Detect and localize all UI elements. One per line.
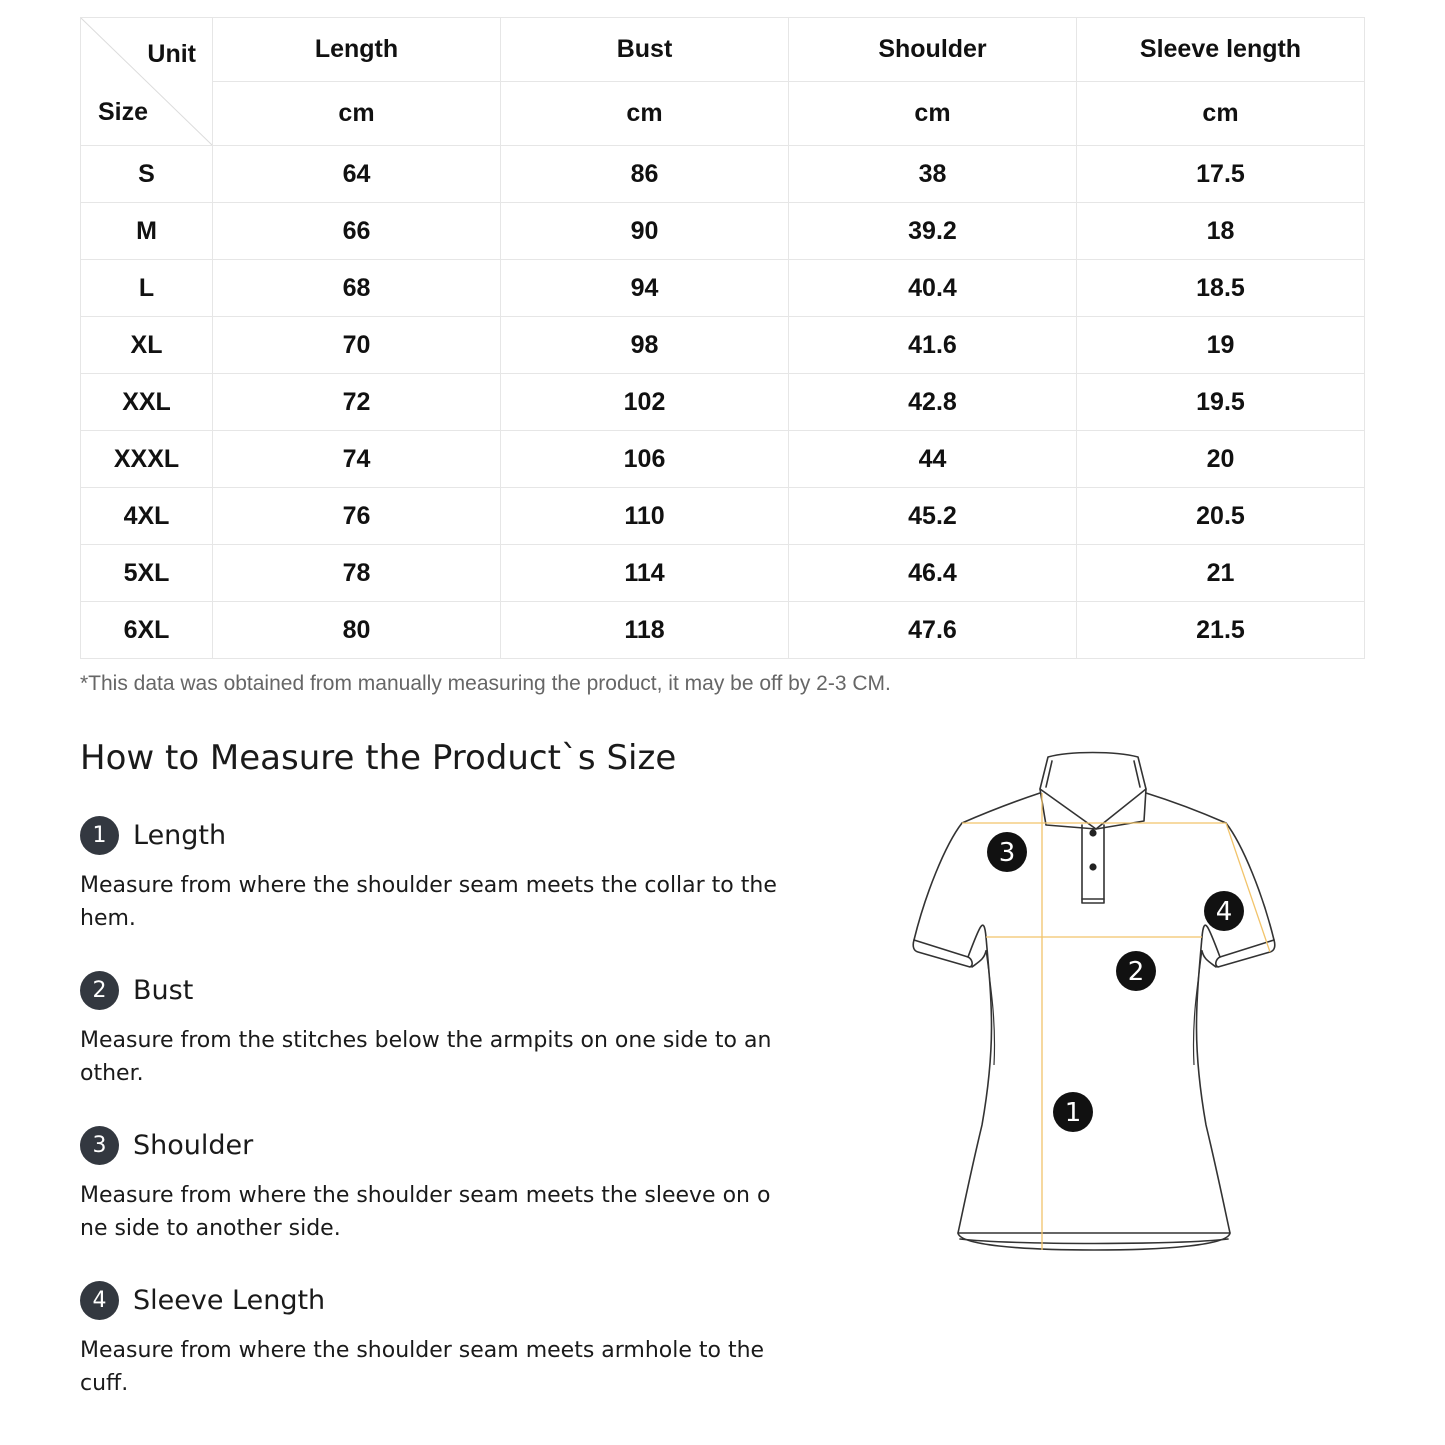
- size-cell: M: [81, 203, 213, 260]
- measurement-cell: 80: [213, 602, 501, 659]
- measurement-cell: 20.5: [1077, 488, 1365, 545]
- measurement-cell: 21: [1077, 545, 1365, 602]
- unit-length: cm: [213, 82, 501, 146]
- size-cell: 4XL: [81, 488, 213, 545]
- step-shoulder: [80, 1125, 790, 1245]
- measurement-cell: 110: [501, 488, 789, 545]
- measurement-cell: 98: [501, 317, 789, 374]
- column-header-length: Length: [213, 18, 501, 82]
- sleeve-measure-line: [1226, 823, 1270, 952]
- size-chart-table: [80, 17, 1365, 659]
- column-header-sleeve-length: Sleeve length: [1077, 18, 1365, 82]
- measurement-cell: 17.5: [1077, 146, 1365, 203]
- unit-shoulder: cm: [789, 82, 1077, 146]
- button-bottom: [1089, 863, 1096, 870]
- measurement-cell: 106: [501, 431, 789, 488]
- step-label: Bust: [133, 974, 194, 1006]
- corner-unit-label: Unit: [147, 40, 196, 68]
- step-bust: [80, 970, 790, 1090]
- marker-2: [1116, 951, 1156, 991]
- measurement-cell: 114: [501, 545, 789, 602]
- table-row: [81, 260, 1365, 317]
- measurement-cell: 21.5: [1077, 602, 1365, 659]
- measurement-cell: 40.4: [789, 260, 1077, 317]
- measurement-cell: 18.5: [1077, 260, 1365, 317]
- step-description: Measure from where the shoulder seam meets armhole to the cuff.: [80, 1338, 765, 1396]
- size-cell: XXL: [81, 374, 213, 431]
- corner-size-label: Size: [98, 98, 149, 126]
- measurement-cell: 66: [213, 203, 501, 260]
- svg-text:3: 3: [998, 838, 1016, 868]
- table-row: [81, 374, 1365, 431]
- column-header-shoulder: Shoulder: [789, 18, 1077, 82]
- size-cell: L: [81, 260, 213, 317]
- step-label: Sleeve Length: [133, 1284, 326, 1316]
- step-number-badge: 1: [80, 816, 119, 855]
- table-row: [81, 602, 1365, 659]
- size-cell: 6XL: [81, 602, 213, 659]
- measurement-cell: 64: [213, 146, 501, 203]
- size-cell: XL: [81, 317, 213, 374]
- button-top: [1089, 829, 1096, 836]
- step-sleeve-length: [80, 1280, 790, 1400]
- size-cell: 5XL: [81, 545, 213, 602]
- measurement-cell: 72: [213, 374, 501, 431]
- measurement-cell: 39.2: [789, 203, 1077, 260]
- table-row: [81, 317, 1365, 374]
- table-row: [81, 488, 1365, 545]
- measurement-cell: 18: [1077, 203, 1365, 260]
- measurement-note: *This data was obtained from manually measuring the product, it may be off by 2-3 CM.: [80, 672, 891, 695]
- svg-text:1: 1: [1064, 1098, 1082, 1128]
- table-row: [81, 431, 1365, 488]
- measurement-cell: 45.2: [789, 488, 1077, 545]
- table-row: [81, 545, 1365, 602]
- step-label: Length: [133, 819, 227, 851]
- shirt-outline: [913, 753, 1275, 1251]
- table-row: [81, 203, 1365, 260]
- side-seams: [986, 950, 1202, 1065]
- measurement-cell: 102: [501, 374, 789, 431]
- marker-4: [1204, 891, 1244, 931]
- measurement-cell: 70: [213, 317, 501, 374]
- measurement-cell: 19: [1077, 317, 1365, 374]
- unit-bust: cm: [501, 82, 789, 146]
- measurement-cell: 38: [789, 146, 1077, 203]
- size-cell: XXXL: [81, 431, 213, 488]
- unit-sleeve-length: cm: [1077, 82, 1365, 146]
- svg-text:2: 2: [1127, 957, 1145, 987]
- measurement-cell: 74: [213, 431, 501, 488]
- measurement-cell: 78: [213, 545, 501, 602]
- measurement-cell: 19.5: [1077, 374, 1365, 431]
- measurement-cell: 41.6: [789, 317, 1077, 374]
- step-description: Measure from the stitches below the armpits on one side to an other.: [80, 1028, 772, 1086]
- step-length: [80, 815, 790, 935]
- measurement-cell: 20: [1077, 431, 1365, 488]
- step-number-badge: 2: [80, 971, 119, 1010]
- step-number-badge: 3: [80, 1126, 119, 1165]
- measurement-cell: 86: [501, 146, 789, 203]
- measurement-cell: 94: [501, 260, 789, 317]
- step-description: Measure from where the shoulder seam meets the sleeve on o ne side to another side.: [80, 1183, 771, 1241]
- measurement-cell: 90: [501, 203, 789, 260]
- step-number-badge: 4: [80, 1281, 119, 1320]
- measurement-cell: 46.4: [789, 545, 1077, 602]
- step-description: Measure from where the shoulder seam meets the collar to the hem.: [80, 873, 777, 931]
- guide-title: How to Measure the Product`s Size: [80, 738, 677, 778]
- column-header-bust: Bust: [501, 18, 789, 82]
- measurement-cell: 47.6: [789, 602, 1077, 659]
- measurement-cell: 118: [501, 602, 789, 659]
- step-label: Shoulder: [133, 1129, 254, 1161]
- header-row-units: [81, 82, 1365, 146]
- polo-shirt-diagram: [900, 745, 1285, 1260]
- svg-text:4: 4: [1215, 897, 1233, 927]
- measurement-cell: 44: [789, 431, 1077, 488]
- header-row-names: [81, 18, 1365, 82]
- table-row: [81, 146, 1365, 203]
- measurement-cell: 76: [213, 488, 501, 545]
- measurement-cell: 68: [213, 260, 501, 317]
- size-cell: S: [81, 146, 213, 203]
- marker-1: [1053, 1092, 1093, 1132]
- marker-3: [987, 832, 1027, 872]
- measurement-cell: 42.8: [789, 374, 1077, 431]
- corner-header-cell: [81, 18, 213, 146]
